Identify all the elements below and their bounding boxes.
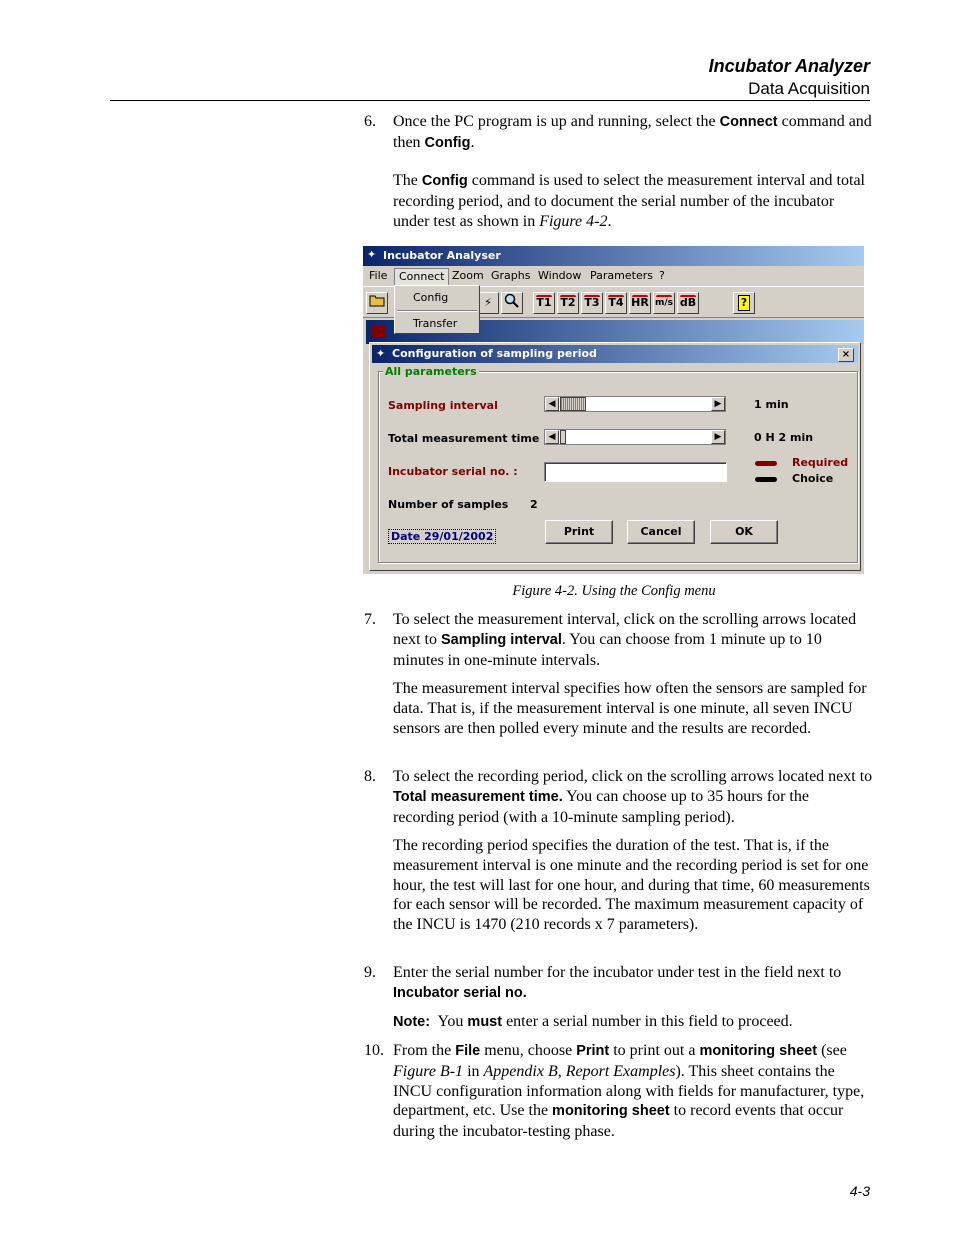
text: to print out a	[609, 1042, 700, 1059]
paragraph-period: The recording period specifies the duration of the test. That is, if the measurement interval is one minute and the recording period is set for one hour, the test will last for one hour, and during that time, 60 measurements for each sensor will be recorded. The maximum measurement capacity of the INCU is 1470 (210 records x 7 parameters).	[393, 837, 870, 934]
text: Once the PC program is up and running, select the	[393, 113, 720, 130]
note-label: Note:	[393, 1014, 431, 1030]
scroll-right-icon[interactable]: ▶	[711, 397, 725, 411]
step-8	[364, 767, 873, 827]
step-number: 6.	[364, 113, 376, 130]
total-time-scrollbar[interactable]	[544, 429, 726, 445]
menu-separator	[397, 310, 477, 312]
scroll-right-icon[interactable]: ▶	[711, 430, 725, 444]
bold-term: Sampling interval	[441, 631, 562, 648]
text: .	[607, 212, 612, 230]
page-number: 4-3	[849, 1183, 870, 1199]
paragraph-config	[393, 171, 873, 231]
text: command and then	[393, 113, 872, 151]
samples-value: 2	[530, 498, 538, 511]
step-9	[364, 963, 873, 1004]
page-header-title: Incubator Analyzer	[708, 56, 870, 76]
help-icon[interactable]: ?	[733, 292, 755, 314]
step-number: 9.	[364, 964, 376, 981]
bold-term: File	[455, 1043, 481, 1059]
step-10	[364, 1041, 873, 1142]
total-time-value: 0 H 2 min	[754, 431, 814, 444]
toolbar-t1-button[interactable]: T1	[533, 292, 555, 314]
menu-item-transfer[interactable]: Transfer	[413, 317, 458, 330]
date-display: Date 29/01/2002	[388, 529, 496, 544]
menu-zoom[interactable]: Zoom	[452, 269, 484, 282]
serial-number-input[interactable]	[544, 462, 727, 482]
bold-term: monitoring sheet	[552, 1103, 670, 1120]
bold-term: Connect	[719, 114, 778, 130]
bold-term: must	[467, 1014, 503, 1030]
group-label: All parameters	[385, 365, 477, 378]
bold-term: Print	[576, 1043, 610, 1059]
close-icon[interactable]: ×	[838, 348, 854, 362]
dialog-titlebar	[372, 345, 858, 363]
toolbar-db-button[interactable]: dB	[677, 292, 699, 314]
text: to record events that occur during the incubator-testing phase.	[393, 1102, 844, 1141]
serial-number-label: Incubator serial no. :	[388, 465, 518, 478]
print-button[interactable]: Print	[545, 520, 613, 544]
menu-help[interactable]: ?	[659, 269, 665, 282]
text: You can choose up to 35 hours for the recording period (with a 10-minute sampling period).	[393, 787, 809, 826]
flash-icon[interactable]: ⚡	[477, 292, 499, 314]
text: ). This sheet contains the INCU configuration information along with fields for manufacturer, type, department, etc. Use the	[393, 1062, 865, 1120]
note	[393, 1012, 873, 1033]
appendix-ref: Appendix B, Report Examples	[483, 1062, 676, 1080]
connect-dropdown	[394, 285, 480, 334]
samples-label: Number of samples	[388, 498, 509, 511]
open-folder-icon[interactable]	[366, 292, 388, 314]
toolbar-ms-button[interactable]: m/s	[653, 292, 675, 314]
text: command is used to select the measurement interval and total recording period, and to document the serial number of the incubator under test as shown in	[393, 172, 865, 230]
text: in	[463, 1062, 484, 1080]
app-icon: ✦	[367, 248, 377, 261]
bold-term: Config	[421, 173, 468, 189]
text: Enter the serial number for the incubator under test in the field next to	[393, 964, 842, 981]
scroll-thumb[interactable]	[560, 397, 586, 411]
dialog-icon: ✦	[376, 347, 386, 360]
step-6	[364, 112, 873, 154]
app-titlebar	[363, 246, 864, 266]
text: menu, choose	[480, 1042, 577, 1059]
menu-window[interactable]: Window	[538, 269, 582, 282]
menubar	[363, 266, 864, 286]
menu-connect[interactable]: Connect	[394, 268, 449, 286]
header-rule	[110, 100, 870, 101]
toolbar-t4-button[interactable]: T4	[605, 292, 627, 314]
config-dialog	[369, 342, 861, 571]
figure-ref: Figure 4-2	[539, 212, 608, 230]
toolbar-t3-button[interactable]: T3	[581, 292, 603, 314]
bold-term: Config	[424, 134, 471, 151]
choice-legend: Choice	[792, 472, 834, 485]
figure-caption: Figure 4-2. Using the Config menu	[512, 583, 716, 599]
step-number: 8.	[364, 768, 376, 785]
text: .	[470, 133, 475, 151]
toolbar-hr-button[interactable]: HR	[629, 292, 651, 314]
text: enter a serial number in this field to proceed.	[502, 1013, 793, 1030]
text: (see	[817, 1042, 847, 1059]
text: . You can choose from 1 minute up to 10 minutes in one-minute intervals.	[393, 630, 822, 669]
step-7	[364, 610, 873, 670]
step-number: 7.	[364, 611, 376, 628]
choice-swatch	[755, 477, 777, 482]
scroll-left-icon[interactable]: ◀	[545, 397, 559, 411]
text: The	[393, 172, 422, 189]
text: From the	[393, 1042, 456, 1059]
menu-file[interactable]: File	[369, 269, 388, 282]
sampling-interval-label: Sampling interval	[388, 399, 498, 412]
scroll-thumb[interactable]	[560, 430, 566, 444]
step-number: 10.	[364, 1042, 384, 1059]
scroll-left-icon[interactable]: ◀	[545, 430, 559, 444]
window-icon	[372, 326, 386, 338]
figure-ref: Figure B-1	[393, 1062, 464, 1080]
total-time-label: Total measurement time	[388, 432, 540, 445]
required-swatch	[755, 461, 777, 466]
ok-button[interactable]: OK	[710, 520, 778, 544]
cancel-button[interactable]: Cancel	[627, 520, 695, 544]
page-header-subtitle: Data Acquisition	[748, 79, 870, 98]
sampling-interval-scrollbar[interactable]	[544, 396, 726, 412]
bold-term: Incubator serial no.	[393, 984, 527, 1001]
bold-term: monitoring sheet	[699, 1043, 818, 1059]
paragraph-interval: The measurement interval specifies how often the sensors are sampled for data. That is, if the measurement interval is one minute, all seven INCU sensors are then polled every minute and the results are recorded.	[393, 680, 867, 737]
menu-item-config[interactable]: Config	[413, 291, 449, 304]
dialog-title: Configuration of sampling period	[392, 347, 597, 360]
text: You	[437, 1013, 468, 1030]
sampling-interval-value: 1 min	[754, 398, 789, 411]
text: To select the measurement interval, click on the scrolling arrows located next to	[393, 611, 857, 648]
magnifier-icon[interactable]	[501, 292, 523, 314]
menu-graphs[interactable]: Graphs	[491, 269, 531, 282]
required-legend: Required	[792, 456, 849, 469]
parameters-group	[378, 365, 858, 563]
figure-screenshot	[363, 246, 864, 574]
menu-parameters[interactable]: Parameters	[590, 269, 653, 282]
bold-term: Total measurement time.	[393, 788, 563, 805]
app-title: Incubator Analyser	[383, 249, 501, 262]
text: To select the recording period, click on the scrolling arrows located next to	[393, 768, 873, 785]
toolbar-t2-button[interactable]: T2	[557, 292, 579, 314]
